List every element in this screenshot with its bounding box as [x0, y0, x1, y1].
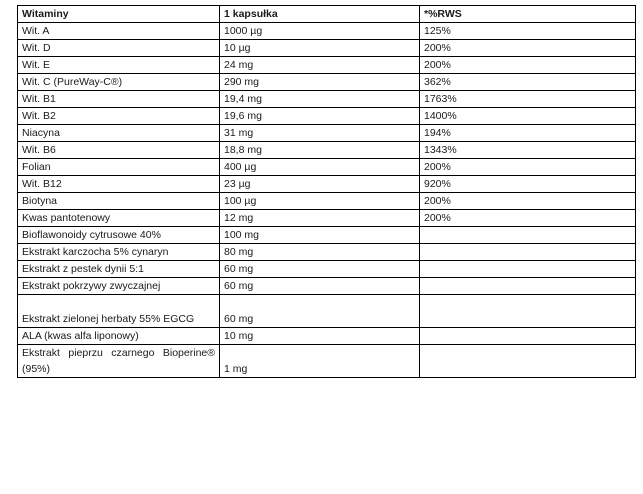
rws-percent: 194%: [420, 125, 636, 142]
ingredient-name: Wit. B6: [18, 142, 220, 159]
rws-percent: 362%: [420, 74, 636, 91]
header-per-capsule: 1 kapsułka: [220, 6, 420, 23]
table-row: [18, 176, 636, 193]
amount-per-capsule: 10 µg: [220, 40, 420, 57]
amount-per-capsule: 31 mg: [220, 125, 420, 142]
table-row: [18, 278, 636, 295]
table-row: [18, 91, 636, 108]
ingredient-name: Wit. B12: [18, 176, 220, 193]
ingredient-name: Bioflawonoidy cytrusowe 40%: [18, 227, 220, 244]
ingredient-name: Wit. D: [18, 40, 220, 57]
rws-percent: 1763%: [420, 91, 636, 108]
amount-per-capsule: 80 mg: [220, 244, 420, 261]
table-row: [18, 74, 636, 91]
amount-per-capsule: 290 mg: [220, 74, 420, 91]
rws-percent: 200%: [420, 40, 636, 57]
ingredient-name: Folian: [18, 159, 220, 176]
table-row: [18, 295, 636, 328]
amount-per-capsule: 24 mg: [220, 57, 420, 74]
ingredient-name: Wit. B1: [18, 91, 220, 108]
ingredient-name: Wit. B2: [18, 108, 220, 125]
ingredient-name: Ekstrakt karczocha 5% cynaryn: [18, 244, 220, 261]
rws-percent: 1400%: [420, 108, 636, 125]
rws-percent: [420, 295, 636, 328]
table-row: [18, 125, 636, 142]
table-body: [18, 23, 636, 378]
table-row: [18, 142, 636, 159]
amount-per-capsule: 10 mg: [220, 328, 420, 345]
ingredient-name: Ekstrakt pieprzu czarnego Bioperine® (95%): [18, 345, 220, 378]
rws-percent: 200%: [420, 159, 636, 176]
rws-percent: [420, 261, 636, 278]
table-row: [18, 210, 636, 227]
ingredient-name: Wit. C (PureWay-C®): [18, 74, 220, 91]
table-row: [18, 193, 636, 210]
table-row: [18, 23, 636, 40]
header-vitamins: Witaminy: [18, 6, 220, 23]
rws-percent: 200%: [420, 193, 636, 210]
ingredient-name: Ekstrakt z pestek dynii 5:1: [18, 261, 220, 278]
header-rws: *%RWS: [420, 6, 636, 23]
rws-percent: [420, 227, 636, 244]
table-row: [18, 108, 636, 125]
ingredient-name: ALA (kwas alfa liponowy): [18, 328, 220, 345]
amount-per-capsule: 60 mg: [220, 261, 420, 278]
table-row: [18, 345, 636, 378]
ingredient-name: Ekstrakt zielonej herbaty 55% EGCG: [18, 295, 220, 328]
ingredient-name: Ekstrakt pokrzywy zwyczajnej: [18, 278, 220, 295]
amount-per-capsule: 1 mg: [220, 345, 420, 378]
table-row: [18, 57, 636, 74]
ingredient-name: Niacyna: [18, 125, 220, 142]
rws-percent: [420, 244, 636, 261]
nutrition-table: [17, 5, 636, 378]
ingredient-name: Wit. E: [18, 57, 220, 74]
amount-per-capsule: 1000 µg: [220, 23, 420, 40]
table-row: [18, 244, 636, 261]
rws-percent: 1343%: [420, 142, 636, 159]
rws-percent: [420, 345, 636, 378]
amount-per-capsule: 12 mg: [220, 210, 420, 227]
amount-per-capsule: 19,6 mg: [220, 108, 420, 125]
rws-percent: 920%: [420, 176, 636, 193]
amount-per-capsule: 400 µg: [220, 159, 420, 176]
rws-percent: [420, 278, 636, 295]
ingredient-name: Biotyna: [18, 193, 220, 210]
table-row: [18, 159, 636, 176]
table-row: [18, 261, 636, 278]
rws-percent: 125%: [420, 23, 636, 40]
amount-per-capsule: 18,8 mg: [220, 142, 420, 159]
amount-per-capsule: 100 µg: [220, 193, 420, 210]
rws-percent: 200%: [420, 57, 636, 74]
amount-per-capsule: 60 mg: [220, 295, 420, 328]
rws-percent: [420, 328, 636, 345]
table-header-row: [18, 6, 636, 23]
table-row: [18, 40, 636, 57]
table-row: [18, 328, 636, 345]
rws-percent: 200%: [420, 210, 636, 227]
ingredient-name: Kwas pantotenowy: [18, 210, 220, 227]
amount-per-capsule: 100 mg: [220, 227, 420, 244]
ingredient-name: Wit. A: [18, 23, 220, 40]
table-row: [18, 227, 636, 244]
amount-per-capsule: 23 µg: [220, 176, 420, 193]
amount-per-capsule: 19,4 mg: [220, 91, 420, 108]
amount-per-capsule: 60 mg: [220, 278, 420, 295]
